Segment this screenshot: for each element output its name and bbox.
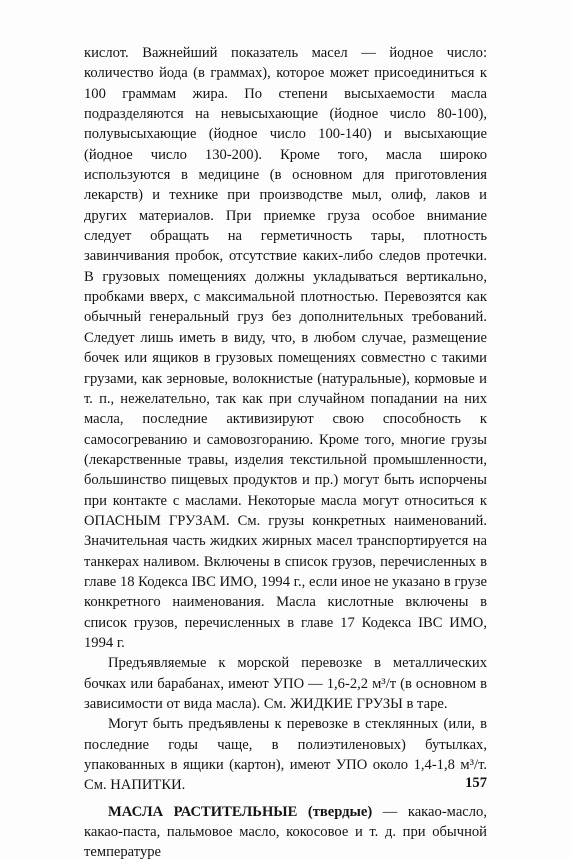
page-number: 157 [465,775,487,791]
paragraph-1: кислот. Важнейший показатель масел — йодное число: количество йода (в граммах), которое может присоединиться к 100 граммам жира. По степени высыхаемости масла подразделяются на невысыхающие (йодное число 80-100), полувысыхающие (йодное число 100-140) и высыхающие (йодное число 130-200). Кроме того, масла широко используются в медицине (в основном для приготовления лекарств) и технике при производстве мыл, олиф, лаков и других материалов. При приемке груза особое внимание следует обращать на герметичность тары, плотность завинчивания пробок, отсутствие каких-либо следов протечки. В грузовых помещениях должны укладываться вертикально, пробками вверх, с максимальной плотностью. Перевозятся как обычный генеральный груз без дополнительных требований. Следует лишь иметь в виду, что, в любом случае, размещение бочек или ящиков в грузовых помещениях совместно с такими грузами, как зерновые, волокнистые (натуральные), кормовые и т. п., нежелательно, так как при случайном попадании на них масла, последние активизируют свою способность к самосогреванию и самовозгоранию. Кроме того, многие грузы (лекарственные травы, изделия текстильной промышленности, большинство пищевых продуктов и пр.) могут быть испорчены при контакте с маслами. Некоторые масла могут относиться к ОПАСНЫМ ГРУЗАМ. См. грузы конкретных наименований. Значительная часть жидких жирных масел транспортируется на танкерах наливом. Включены в список грузов, перечисленных в главе 18 Кодекса IBC ИМО, 1994 г., если иное не указано в грузе конкретного наименования. Масла кислотные включены в список грузов, перечисленных в главе 17 Кодекса IBC ИМО, 1994 г. [84,45,487,651]
entry-term: МАСЛА РАСТИТЕЛЬНЫЕ (твердые) [108,803,373,820]
paragraph-4 [84,802,487,863]
paragraph-3: Могут быть предъявлены к перевозке в стеклянных (или, в последние годы чаще, в полиэтиленовых) бутылках, упакованных в ящики (картон), имеют УПО около 1,4-1,8 м³/т. См. НАПИТКИ. [84,716,487,794]
paragraph-2: Предъявляемые к морской перевозке в металлических бочках или барабанах, имеют УПО — 1,6-2,2 м³/т (в основном в зависимости от вида масла). См. ЖИДКИЕ ГРУЗЫ в таре. [84,655,487,712]
body-text [84,43,487,863]
entry-text: — какао-масло, какао-паста, пальмовое масло, кокосовое и т. д. при обычной температуре [84,803,487,861]
